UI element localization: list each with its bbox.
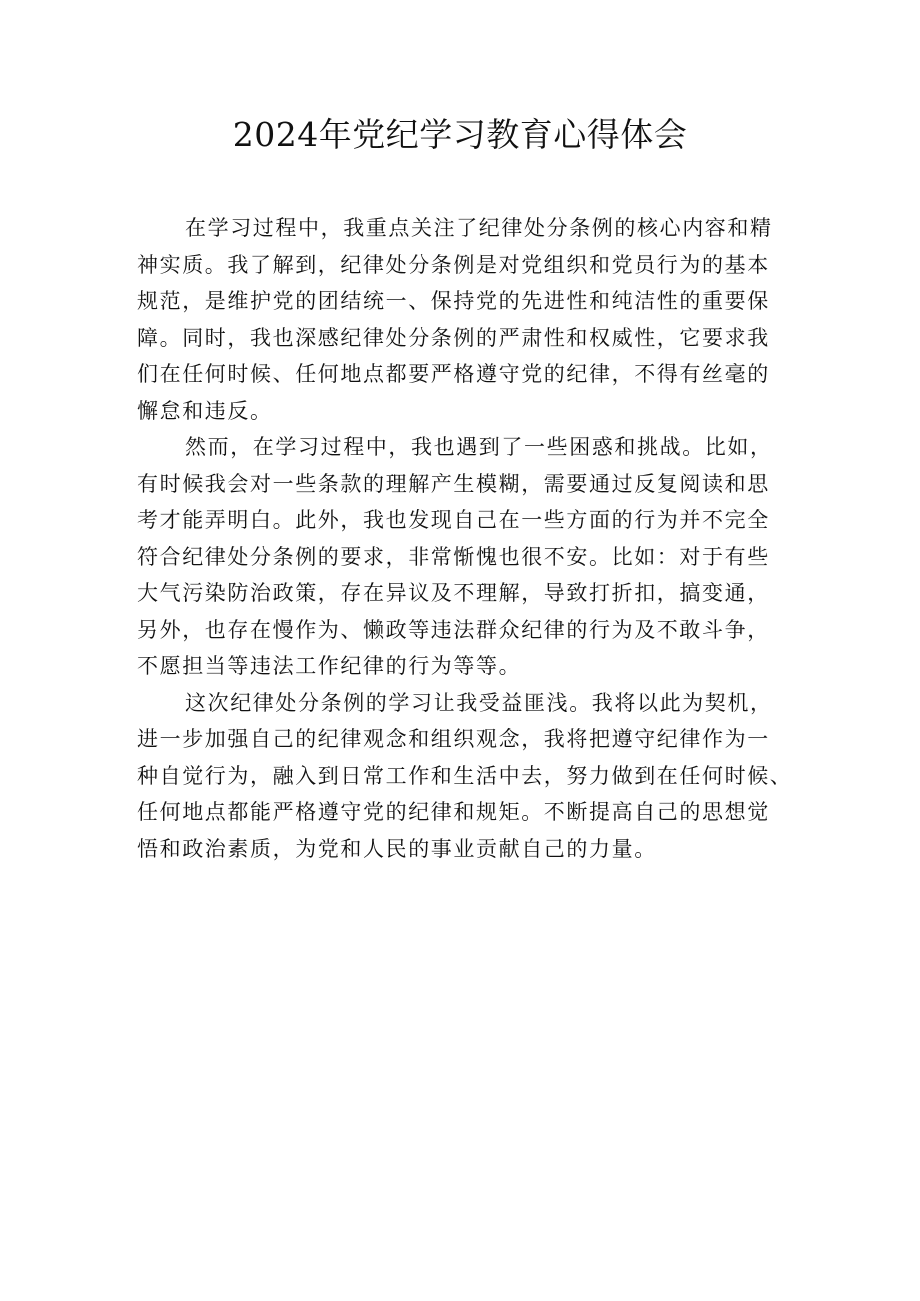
text-line: 任何地点都能严格遵守党的纪律和规矩。不断提高自己的思想觉 <box>137 800 770 824</box>
text-line: 规范，是维护党的团结统一、保持党的先进性和纯洁性的重要保 <box>137 289 770 313</box>
paragraph-2 <box>137 429 797 685</box>
text-line: 符合纪律处分条例的要求，非常惭愧也很不安。比如：对于有些 <box>137 544 770 569</box>
text-line: 然而，在学习过程中，我也遇到了一些困惑和挑战。比如， <box>185 435 773 459</box>
text-line: 障。同时，我也深感纪律处分条例的严肃性和权威性，它要求我 <box>137 325 770 350</box>
page-title: 2024年党纪学习教育心得体会 <box>232 115 688 154</box>
text-line: 考才能弄明白。此外，我也发现自己在一些方面的行为并不完全 <box>137 508 770 532</box>
text-line: 种自觉行为，融入到日常工作和生活中去，努力做到在任何时候、 <box>137 763 793 788</box>
text-line: 神实质。我了解到，纪律处分条例是对党组织和党员行为的基本 <box>137 252 770 277</box>
paragraph-3 <box>137 685 797 868</box>
text-line: 进一步加强自己的纪律观念和组织观念，我将把遵守纪律作为一 <box>137 727 770 751</box>
text-line: 大气污染防治政策，存在异议及不理解，导致打折扣，搞变通， <box>137 581 770 605</box>
text-line: 们在任何时候、任何地点都要严格遵守党的纪律，不得有丝毫的 <box>137 362 770 386</box>
text-line: 悟和政治素质，为党和人民的事业贡献自己的力量。 <box>137 836 657 861</box>
paragraph-1 <box>137 210 797 429</box>
text-line: 不愿担当等违法工作纪律的行为等等。 <box>137 654 522 678</box>
text-line: 另外，也存在慢作为、懒政等违法群众纪律的行为及不敢斗争， <box>137 617 770 642</box>
text-line: 这次纪律处分条例的学习让我受益匪浅。我将以此为契机， <box>185 690 773 715</box>
text-line: 有时候我会对一些条款的理解产生模糊，需要通过反复阅读和思 <box>137 471 770 496</box>
text-line: 懈怠和违反。 <box>137 398 273 423</box>
text-line: 在学习过程中，我重点关注了纪律处分条例的核心内容和精 <box>185 216 773 240</box>
document-body <box>137 210 797 867</box>
